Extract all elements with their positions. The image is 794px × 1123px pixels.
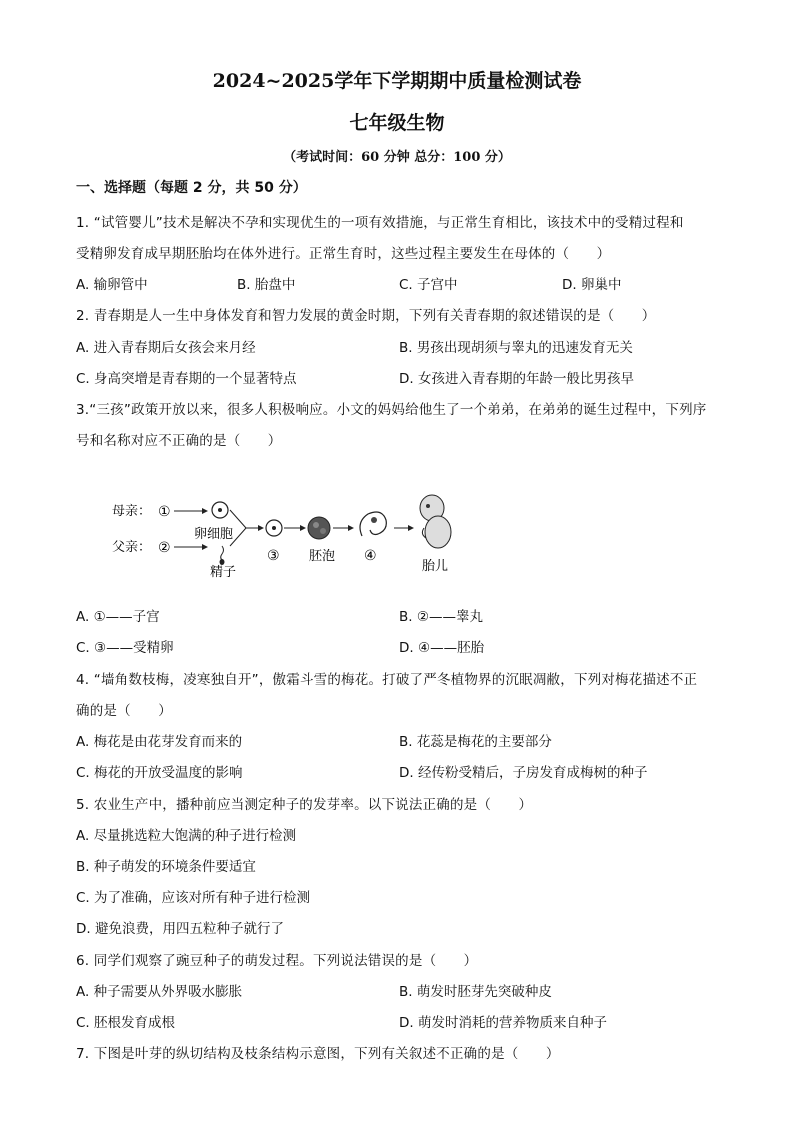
q5-option-d: D. 避免浪费，用四五粒种子就行了 bbox=[76, 921, 284, 937]
exam-title: 2024~2025学年下学期期中质量检测试卷 bbox=[212, 70, 582, 92]
q3-option-d: D. ④——胚胎 bbox=[399, 640, 485, 656]
q1-option-b: B. 胎盘中 bbox=[237, 277, 296, 293]
q2-option-a: A. 进入青春期后女孩会来月经 bbox=[76, 340, 256, 356]
question-7-line-1: 7. 下图是叶芽的纵切结构及枝条结构示意图，下列有关叙述不正确的是（ ） bbox=[76, 1046, 560, 1062]
q6-option-d: D. 萌发时消耗的营养物质来自种子 bbox=[399, 1015, 607, 1031]
q1-option-a: A. 输卵管中 bbox=[76, 277, 148, 293]
q3-option-c: C. ③——受精卵 bbox=[76, 640, 174, 656]
q2-option-d: D. 女孩进入青春期的年龄一般比男孩早 bbox=[399, 371, 634, 387]
q2-option-b: B. 男孩出现胡须与睾丸的迅速发育无关 bbox=[399, 340, 633, 356]
q3-option-a: A. ①——子宫 bbox=[76, 609, 160, 625]
q3-option-b: B. ②——睾丸 bbox=[399, 609, 483, 625]
question-5-line-1: 5. 农业生产中，播种前应当测定种子的发芽率。以下说法正确的是（ ） bbox=[76, 797, 533, 813]
egg-cell-label: 卵细胞 bbox=[194, 527, 234, 542]
q6-option-c: C. 胚根发育成根 bbox=[76, 1015, 176, 1031]
question-4-line-1: 4. “墙角数枝梅，凌寒独自开”，傲霜斗雪的梅花。打破了严冬植物界的沉眠凋敝，下列对梅花描述不正 bbox=[76, 672, 698, 688]
question-1-line-1: 1. “试管婴儿”技术是解决不孕和实现优生的一项有效措施，与正常生育相比，该技术中的受精过程和 bbox=[76, 215, 684, 231]
q1-option-d: D. 卵巢中 bbox=[562, 277, 622, 293]
exam-info: （考试时间：60 分钟 总分：100 分） bbox=[283, 150, 511, 165]
q1-option-c: C. 子宫中 bbox=[399, 277, 458, 293]
section-heading: 一、选择题（每题 2 分，共 50 分） bbox=[76, 180, 307, 196]
fetus-body-shape bbox=[425, 516, 451, 548]
blastocyst-shape bbox=[308, 517, 330, 539]
exam-subject: 七年级生物 bbox=[349, 112, 445, 134]
q4-option-a: A. 梅花是由花芽发育而来的 bbox=[76, 734, 243, 750]
sperm-label: 精子 bbox=[210, 565, 237, 580]
number-2: ② bbox=[158, 540, 171, 556]
q4-option-b: B. 花蕊是梅花的主要部分 bbox=[399, 734, 552, 750]
question-3-line-2: 号和名称对应不正确的是（ ） bbox=[76, 433, 282, 449]
q6-option-b: B. 萌发时胚芽先突破种皮 bbox=[399, 984, 552, 1000]
question-6-line-1: 6. 同学们观察了豌豆种子的萌发过程。下列说法错误的是（ ） bbox=[76, 953, 478, 969]
fertilization-diagram bbox=[112, 488, 472, 580]
embryo-shape bbox=[360, 512, 386, 536]
number-4: ④ bbox=[364, 548, 377, 564]
fetus-label: 胎儿 bbox=[422, 559, 449, 574]
q6-option-a: A. 种子需要从外界吸水膨胀 bbox=[76, 984, 243, 1000]
question-2-line-1: 2. 青春期是人一生中身体发育和智力发展的黄金时期，下列有关青春期的叙述错误的是（ ） bbox=[76, 308, 656, 324]
mother-label: 母亲： bbox=[112, 504, 152, 519]
blastocyst-label: 胚泡 bbox=[309, 549, 336, 564]
q4-option-d: D. 经传粉受精后，子房发育成梅树的种子 bbox=[399, 765, 648, 781]
q2-option-c: C. 身高突增是青春期的一个显著特点 bbox=[76, 371, 297, 387]
question-4-line-2: 确的是（ ） bbox=[76, 703, 172, 719]
q5-option-c: C. 为了准确，应该对所有种子进行检测 bbox=[76, 890, 311, 906]
q5-option-a: A. 尽量挑选粒大饱满的种子进行检测 bbox=[76, 828, 297, 844]
number-1: ① bbox=[158, 504, 171, 520]
number-3: ③ bbox=[267, 548, 280, 564]
father-label: 父亲： bbox=[112, 540, 152, 555]
question-3-line-1: 3.“三孩”政策开放以来，很多人积极响应。小文的妈妈给他生了一个弟弟，在弟弟的诞生过程中，下列序 bbox=[76, 402, 707, 418]
q4-option-c: C. 梅花的开放受温度的影响 bbox=[76, 765, 243, 781]
q5-option-b: B. 种子萌发的环境条件要适宜 bbox=[76, 859, 256, 875]
question-1-line-2: 受精卵发育成早期胚胎均在体外进行。正常生育时，这些过程主要发生在母体的（ ） bbox=[76, 246, 611, 262]
